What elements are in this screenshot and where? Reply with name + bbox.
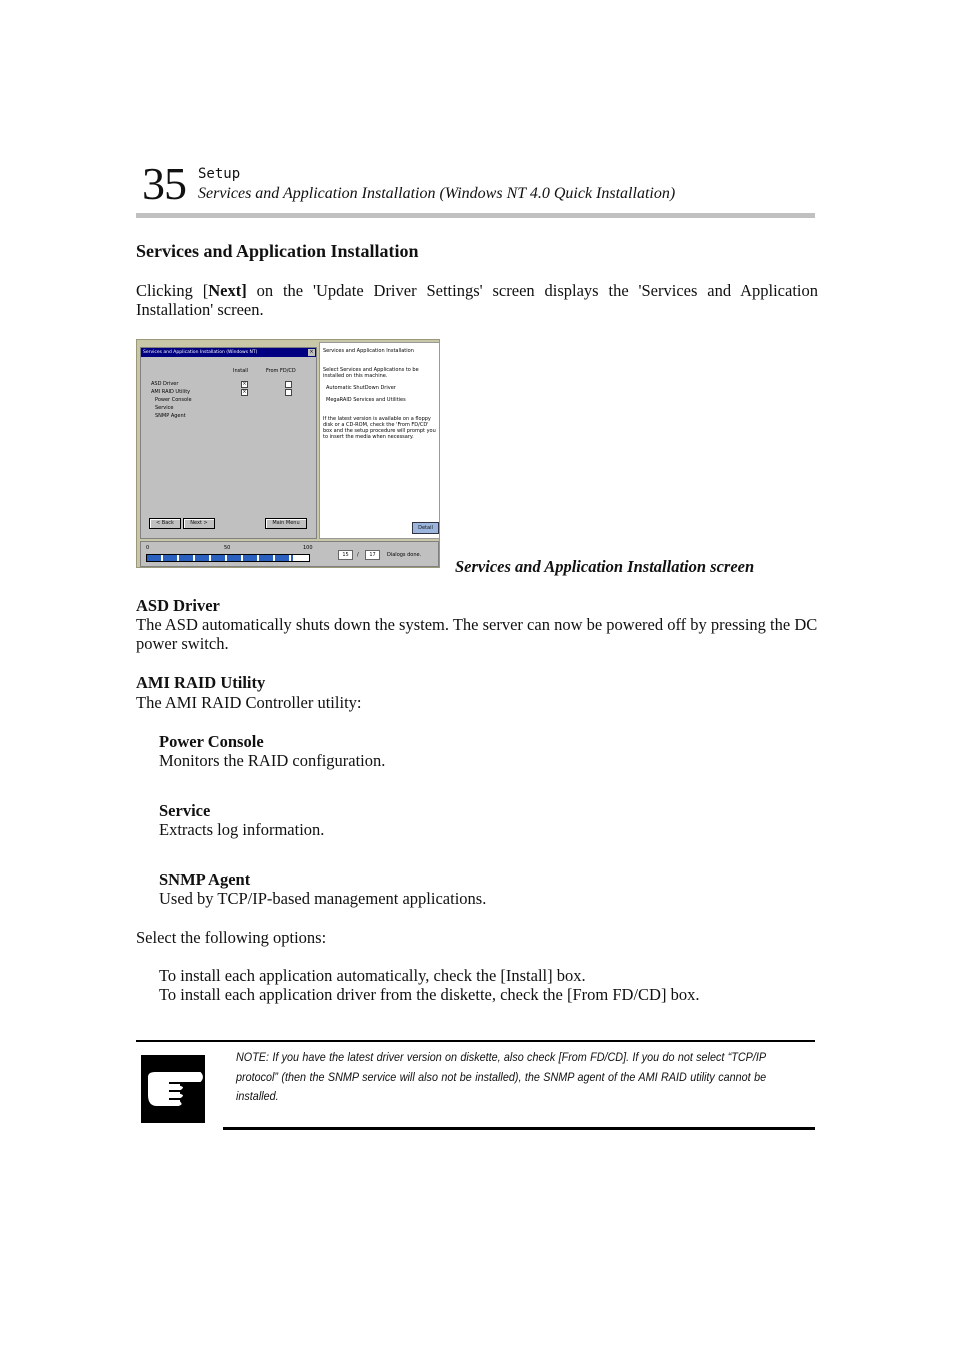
progress-total: 17: [365, 550, 380, 560]
column-install: Install: [233, 368, 249, 374]
figure-caption: Services and Application Installation screen: [455, 557, 755, 576]
sub-item-title: SNMP Agent: [159, 870, 251, 889]
install-checkbox[interactable]: ×: [242, 389, 247, 395]
option-line: To install each application automatically, check the [Install] box.: [159, 966, 586, 985]
progress-bar: [146, 554, 310, 562]
note-bottom-rule: [223, 1127, 815, 1130]
installer-screenshot: [136, 339, 440, 568]
help-note: If the latest version is available on a floppy disk or a CD-ROM, check the 'From FD/CD' box and the setup procedure will prompt you to insert the media when necessary.: [323, 416, 436, 440]
note-top-rule: [136, 1040, 815, 1042]
progress-tick: 50: [224, 545, 231, 551]
item-label: Service: [155, 405, 174, 411]
header-section: Setup: [198, 166, 241, 182]
section-title: Services and Application Installation: [136, 241, 419, 261]
item-label: AMI RAID Utility: [151, 389, 191, 395]
progress-status: Dialogs done.: [387, 552, 422, 558]
sub-item-title: Power Console: [159, 732, 264, 751]
pointing-hand-icon: [141, 1055, 205, 1123]
progress-tick: 0: [146, 545, 150, 551]
from-fd-checkbox[interactable]: [285, 381, 292, 388]
item-label: Power Console: [155, 397, 192, 403]
help-item: Automatic ShutDown Driver: [326, 385, 396, 391]
next-button[interactable]: Next >: [183, 518, 215, 529]
sub-item-text: Extracts log information.: [159, 820, 325, 839]
item-label: SNMP Agent: [155, 413, 186, 419]
help-panel: [319, 342, 440, 539]
detail-button[interactable]: Detail: [412, 522, 439, 534]
note-text: NOTE: If you have the latest driver version on diskette, also check [From FD/CD]. If you do not select “TCP/IP protocol” (then the SNMP service will also not be installed), the SNMP agent of the AMI RAID utility cannot be installed.: [236, 1050, 767, 1103]
install-checkbox[interactable]: ×: [242, 381, 247, 387]
dialog-title-bar: Services and Application Installation (Windows NT) ×: [141, 348, 316, 357]
intro-paragraph: Clicking [Next] on the 'Update Driver Settings' screen displays the 'Services and Application Installation' screen.: [136, 281, 818, 319]
help-item: MegaRAID Services and Utilities: [326, 397, 406, 403]
install-dialog: [140, 347, 317, 539]
sub-item-text: Used by TCP/IP-based management applications.: [159, 889, 487, 908]
help-select-text: Select Services and Applications to be installed on this machine.: [323, 367, 419, 379]
progress-fill: [147, 555, 293, 561]
help-title: Services and Application Installation: [323, 348, 414, 354]
close-icon[interactable]: ×: [309, 349, 314, 355]
sub-item-title: Service: [159, 801, 211, 820]
options-intro: Select the following options:: [136, 928, 327, 947]
item-label: ASD Driver: [151, 381, 179, 387]
header-rule: [136, 213, 815, 218]
ami-title: AMI RAID Utility: [136, 673, 266, 692]
column-from-fd: From FD/CD: [266, 368, 296, 374]
main-menu-button[interactable]: Main Menu: [265, 518, 307, 529]
ami-text: The AMI RAID Controller utility:: [136, 693, 362, 712]
sub-item-text: Monitors the RAID configuration.: [159, 751, 386, 770]
from-fd-checkbox[interactable]: [285, 389, 292, 396]
asd-text: The ASD automatically shuts down the system. The server can now be powered off by pressing the DC power switch.: [136, 615, 818, 653]
progress-separator: /: [357, 552, 359, 558]
page-number: 35: [142, 158, 186, 209]
option-line: To install each application driver from the diskette, check the [From FD/CD] box.: [159, 985, 700, 1004]
asd-title: ASD Driver: [136, 596, 220, 615]
progress-area: [140, 541, 439, 567]
header-subtitle: Services and Application Installation (Windows NT 4.0 Quick Installation): [198, 185, 676, 202]
progress-tick: 100: [303, 545, 313, 551]
back-button[interactable]: < Back: [149, 518, 181, 529]
progress-current: 15: [338, 550, 353, 560]
